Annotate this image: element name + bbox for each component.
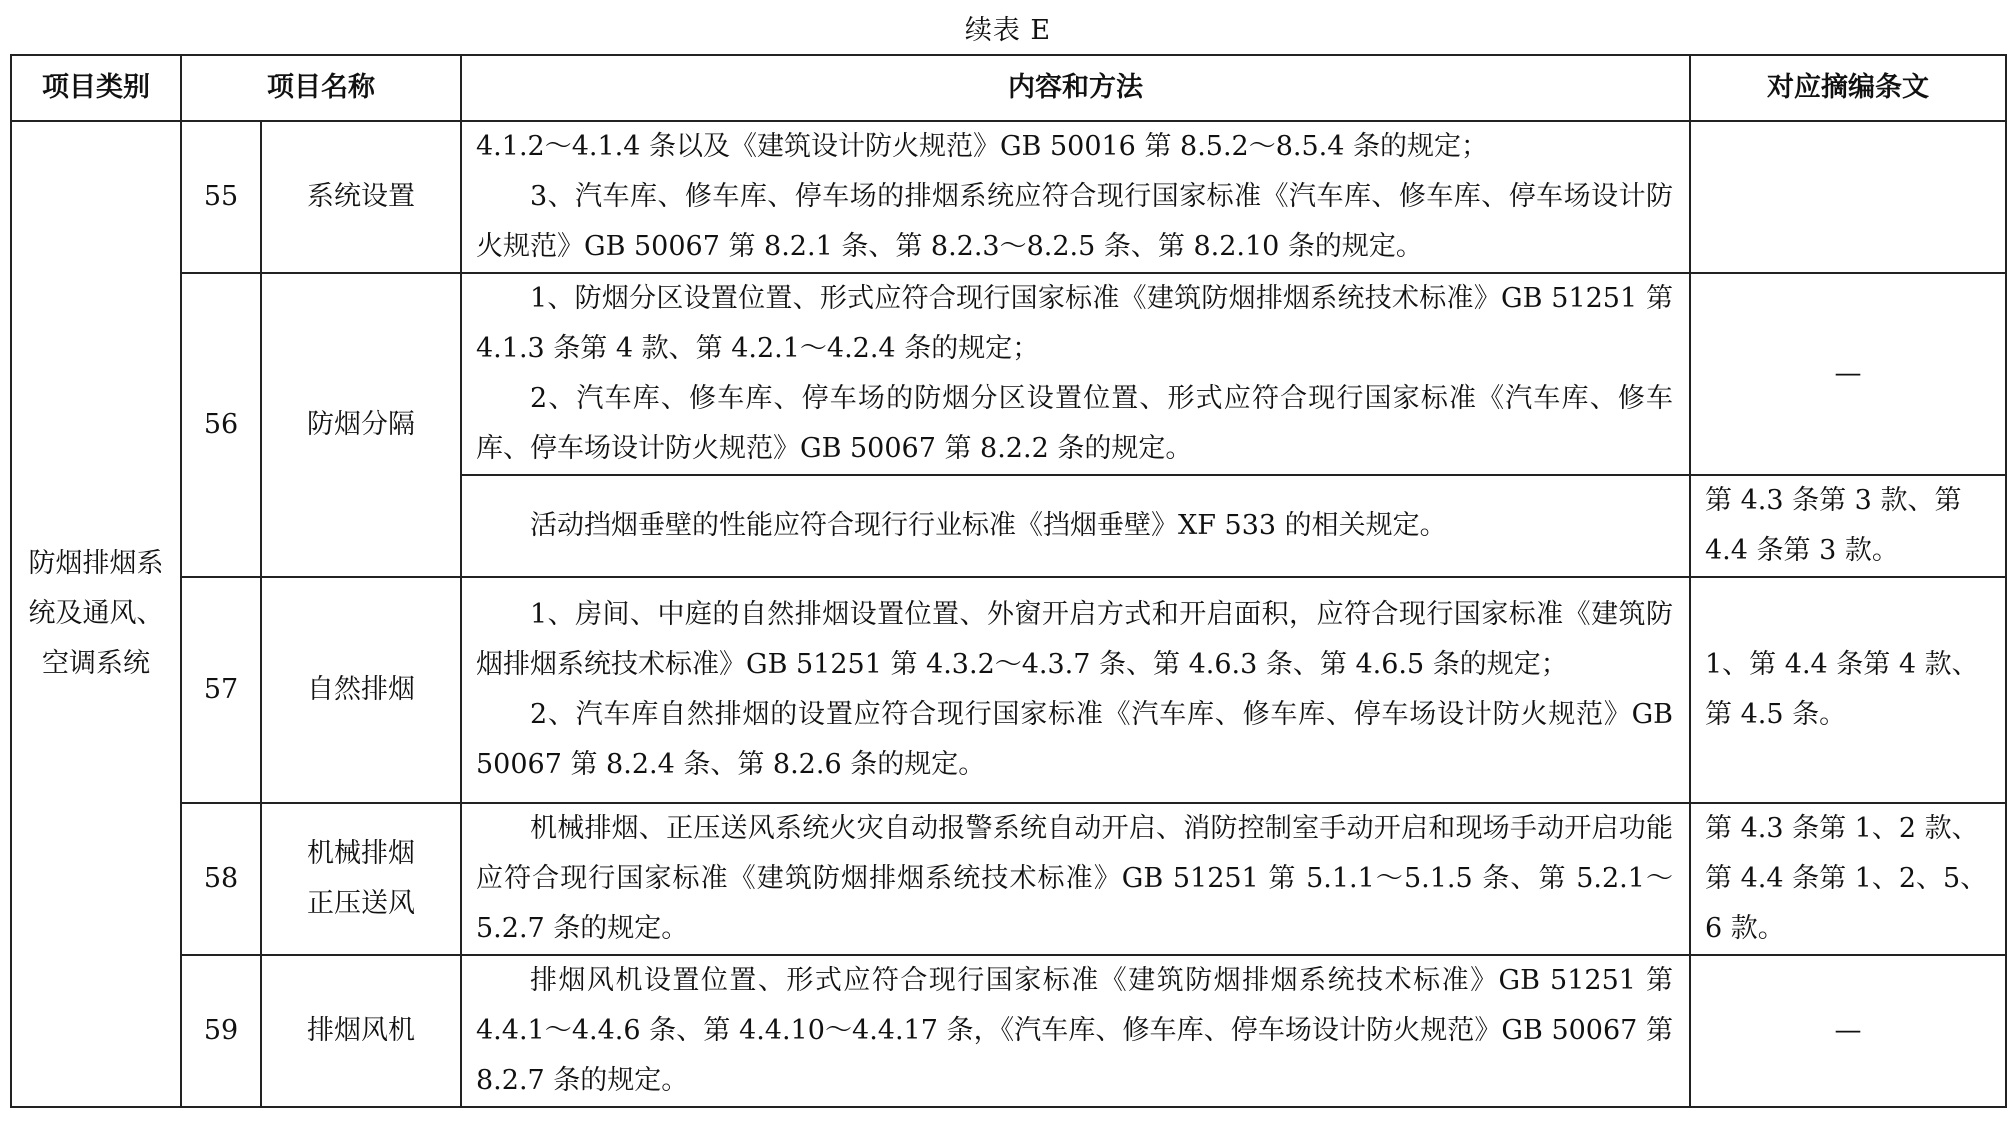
item-content [461,577,1690,803]
item-content [461,803,1690,955]
item-name [261,803,461,955]
content-line: 1、防烟分区设置位置、形式应符合现行国家标准《建筑防烟排烟系统技术标准》GB 51251 第 4.1.3 条第 4 款、第 4.2.1～4.2.4 条的规定； [476,283,1673,364]
item-reference: 第 4.3 条第 1、2 款、第 4.4 条第 1、2、5、6 款。 [1690,803,2006,955]
content-line: 3、汽车库、修车库、停车场的排烟系统应符合现行国家标准《汽车库、修车库、停车场设计防火规范》GB 50067 第 8.2.1 条、第 8.2.3～8.2.5 条、第 8.2.10 条的规定。 [476,181,1673,262]
item-content [461,273,1690,475]
item-name: 自然排烟 [261,577,461,803]
item-name-line: 机械排烟 [307,838,415,869]
item-reference: — [1690,955,2006,1107]
item-number: 58 [181,803,261,955]
item-reference: 1、第 4.4 条第 4 款、第 4.5 条。 [1690,577,2006,803]
header-reference: 对应摘编条文 [1690,55,2006,121]
content-line: 排烟风机设置位置、形式应符合现行国家标准《建筑防烟排烟系统技术标准》GB 51251 第 4.4.1～4.4.6 条、第 4.4.10～4.4.17 条，《汽车库、修车库、停车场设计防火规范》GB 50067 第 8.2.7 条的规定。 [476,965,1673,1096]
item-name: 系统设置 [261,121,461,273]
category-cell: 防烟排烟系统及通风、空调系统 [11,121,181,1107]
content-line: 活动挡烟垂壁的性能应符合现行行业标准《挡烟垂壁》XF 533 的相关规定。 [530,510,1447,541]
content-line: 机械排烟、正压送风系统火灾自动报警系统自动开启、消防控制室手动开启和现场手动开启功能应符合现行国家标准《建筑防烟排烟系统技术标准》GB 51251 第 5.1.1～5.1.5 条、第 5.2.1～5.2.7 条的规定。 [476,813,1673,944]
table-row [11,121,2006,273]
table-row [11,803,2006,955]
inspection-table [10,54,2007,1108]
table-row [11,273,2006,475]
item-reference: — [1690,273,2006,475]
header-category: 项目类别 [11,55,181,121]
item-number: 59 [181,955,261,1107]
content-line: 2、汽车库、修车库、停车场的防烟分区设置位置、形式应符合现行国家标准《汽车库、修车库、停车场设计防火规范》GB 50067 第 8.2.2 条的规定。 [476,383,1673,464]
item-content [461,121,1690,273]
header-row [11,55,2006,121]
item-name: 排烟风机 [261,955,461,1107]
item-number: 56 [181,273,261,577]
item-number: 57 [181,577,261,803]
content-line: 1、房间、中庭的自然排烟设置位置、外窗开启方式和开启面积，应符合现行国家标准《建筑防烟排烟系统技术标准》GB 51251 第 4.3.2～4.3.7 条、第 4.6.3 条、第 4.6.5 条的规定； [476,599,1673,680]
item-name-line: 正压送风 [307,888,415,919]
table-row [11,955,2006,1107]
item-name: 防烟分隔 [261,273,461,577]
header-content: 内容和方法 [461,55,1690,121]
item-content [461,955,1690,1107]
table-caption: 续表 E [964,15,1052,46]
item-number: 55 [181,121,261,273]
content-line: 2、汽车库自然排烟的设置应符合现行国家标准《汽车库、修车库、停车场设计防火规范》GB 50067 第 8.2.4 条、第 8.2.6 条的规定。 [476,699,1673,780]
item-reference: 第 4.3 条第 3 款、第 4.4 条第 3 款。 [1690,475,2006,577]
item-content [461,475,1690,577]
content-line: 4.1.2～4.1.4 条以及《建筑设计防火规范》GB 50016 第 8.5.2～8.5.4 条的规定； [476,131,1489,162]
item-reference [1690,121,2006,273]
header-name: 项目名称 [181,55,461,121]
table-row [11,577,2006,803]
